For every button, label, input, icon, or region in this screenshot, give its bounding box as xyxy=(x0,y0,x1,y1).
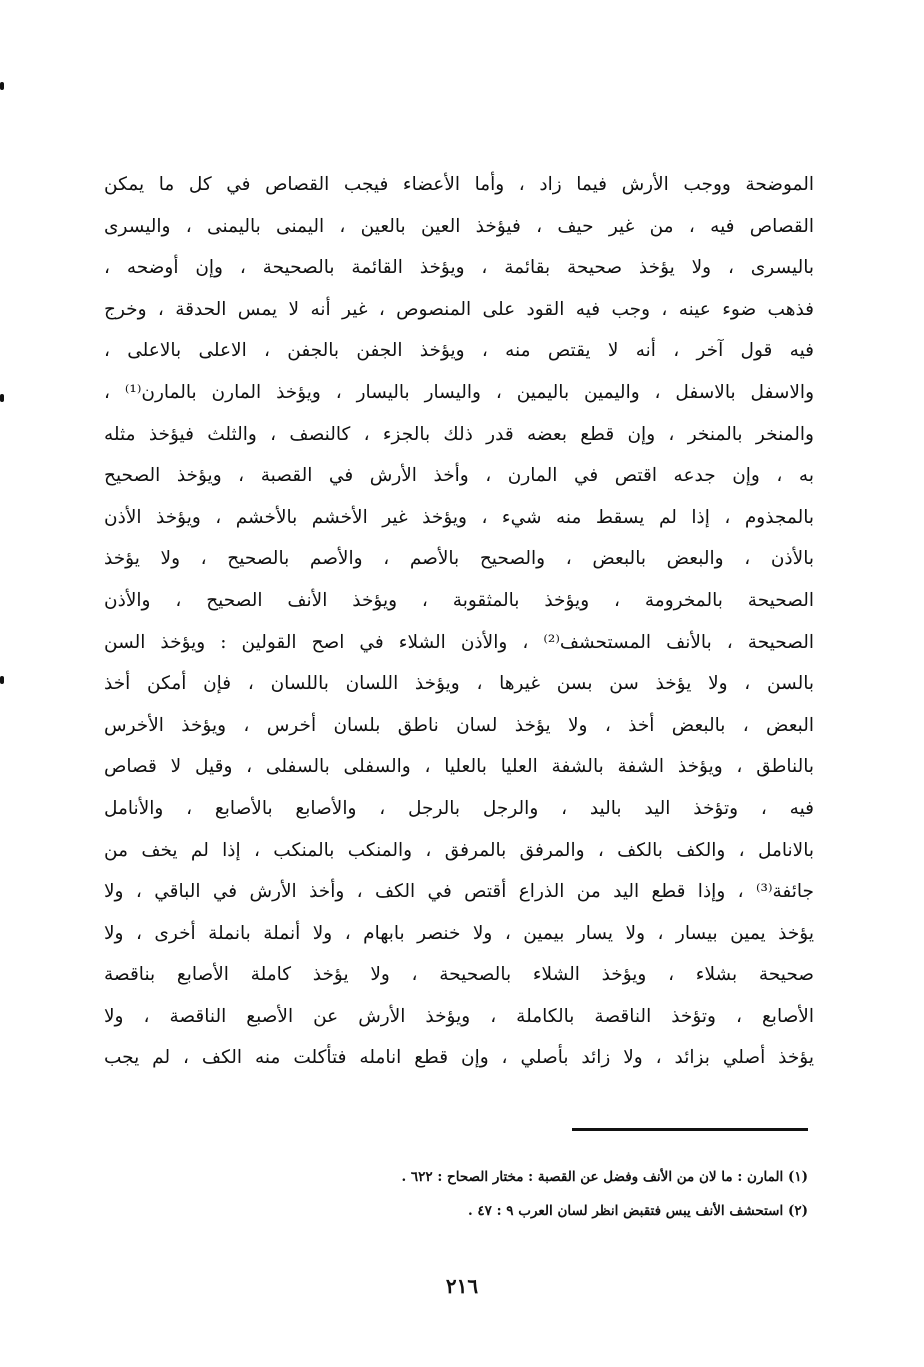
text-line: الأصابع ، وتؤخذ الناقصة بالكاملة ، ويؤخذ الأرش عن الأصبع الناقصة ، ولا xyxy=(104,1005,814,1027)
text-line: به ، وإن جدعه اقتص في المارن ، وأخذ الأرش في القصبة ، ويؤخذ الصحيح xyxy=(104,465,814,487)
text-line: صحيحة بشلاء ، ويؤخذ الشلاء بالصحيحة ، ولا يؤخذ كاملة الأصابع بناقصة xyxy=(104,964,814,986)
text-line: بالأذن ، والبعض بالبعض ، والصحيح بالأصم ، والأصم بالصحيح ، ولا يؤخذ xyxy=(104,548,814,570)
text-line: بالانامل ، والكف بالكف ، والمرفق بالمرفق ، والمنكب بالمنكب ، إذا لم يخف من xyxy=(104,839,814,861)
text-line: الصحيحة ، بالأنف المستحشف⁽²⁾ ، والأذن الشلاء في اصح القولين : ويؤخذ السن xyxy=(104,631,814,653)
text-line: والمنخر بالمنخر ، وإن قطع بعضه قدر ذلك بالجزء ، كالنصف ، والثلث فيؤخذ مثله xyxy=(104,423,814,445)
text-line: جائفة⁽³⁾ ، وإذا قطع اليد من الذراع أقتص في الكف ، وأخذ الأرش في الباقي ، ولا xyxy=(104,881,814,903)
footnotes-block xyxy=(300,1160,808,1228)
scan-edge-mark xyxy=(0,82,4,90)
text-line: بالناطق ، ويؤخذ الشفة بالشفة العليا بالعليا ، والسفلى بالسفلى ، وقيل لا قصاص xyxy=(104,756,814,778)
main-text-block xyxy=(104,164,814,1079)
scan-edge-mark xyxy=(0,394,4,402)
footnote-1: (١) المارن : ما لان من الأنف وفضل عن القصبة : مختار الصحاح : ٦٢٢ . xyxy=(401,1169,808,1185)
text-line: البعض ، بالبعض أخذ ، ولا يؤخذ لسان ناطق بلسان أخرس ، ويؤخذ الأخرس xyxy=(104,714,814,736)
text-line: فيه ، وتؤخذ اليد باليد ، والرجل بالرجل ، والأصابع بالأصابع ، والأنامل xyxy=(104,797,814,819)
text-line: باليسرى ، ولا يؤخذ صحيحة بقائمة ، ويؤخذ القائمة بالصحيحة ، وإن أوضحه ، xyxy=(104,257,814,279)
text-line: بالمجذوم ، إذا لم يسقط منه شيء ، ويؤخذ غير الأخشم بالأخشم ، ويؤخذ الأذن xyxy=(104,506,814,528)
scan-edge-mark xyxy=(0,676,4,684)
text-line: الموضحة ووجب الأرش فيما زاد ، وأما الأعضاء فيجب القصاص في كل ما يمكن xyxy=(104,174,814,195)
text-line: والاسفل بالاسفل ، واليمين باليمين ، واليسار باليسار ، ويؤخذ المارن بالمارن⁽¹⁾ ، xyxy=(104,381,814,403)
footnote-2: (٢) استحشف الأنف يبس فتقبض انظر لسان العرب ٩ : ٤٧ . xyxy=(467,1203,808,1219)
text-line: بالسن ، ولا يؤخذ سن بسن غيرها ، ويؤخذ اللسان باللسان ، فإن أمكن أخذ xyxy=(104,673,814,695)
text-line: فذهب ضوء عينه ، وجب فيه القود على المنصوص ، غير أنه لا يمس الحدقة ، وخرج xyxy=(104,298,814,320)
footnote-separator xyxy=(572,1128,808,1131)
text-line: فيه قول آخر ، أنه لا يقتص منه ، ويؤخذ الجفن بالجفن ، الاعلى بالاعلى ، xyxy=(104,340,814,362)
text-line: الصحيحة بالمخرومة ، ويؤخذ بالمثقوبة ، ويؤخذ الأنف الصحيح ، والأذن xyxy=(104,589,814,611)
text-line: يؤخذ يمين بيسار ، ولا يسار بيمين ، ولا خنصر بابهام ، ولا أنملة بانملة أخرى ، ولا xyxy=(104,922,814,944)
text-line: يؤخذ أصلي بزائد ، ولا زائد بأصلي ، وإن قطع انامله فتأكلت منه الكف ، لم يجب xyxy=(104,1047,814,1069)
text-line: القصاص فيه ، من غير حيف ، فيؤخذ العين بالعين ، اليمنى باليمنى ، واليسرى xyxy=(104,215,814,237)
page-number: ٢١٦ xyxy=(445,1274,479,1298)
